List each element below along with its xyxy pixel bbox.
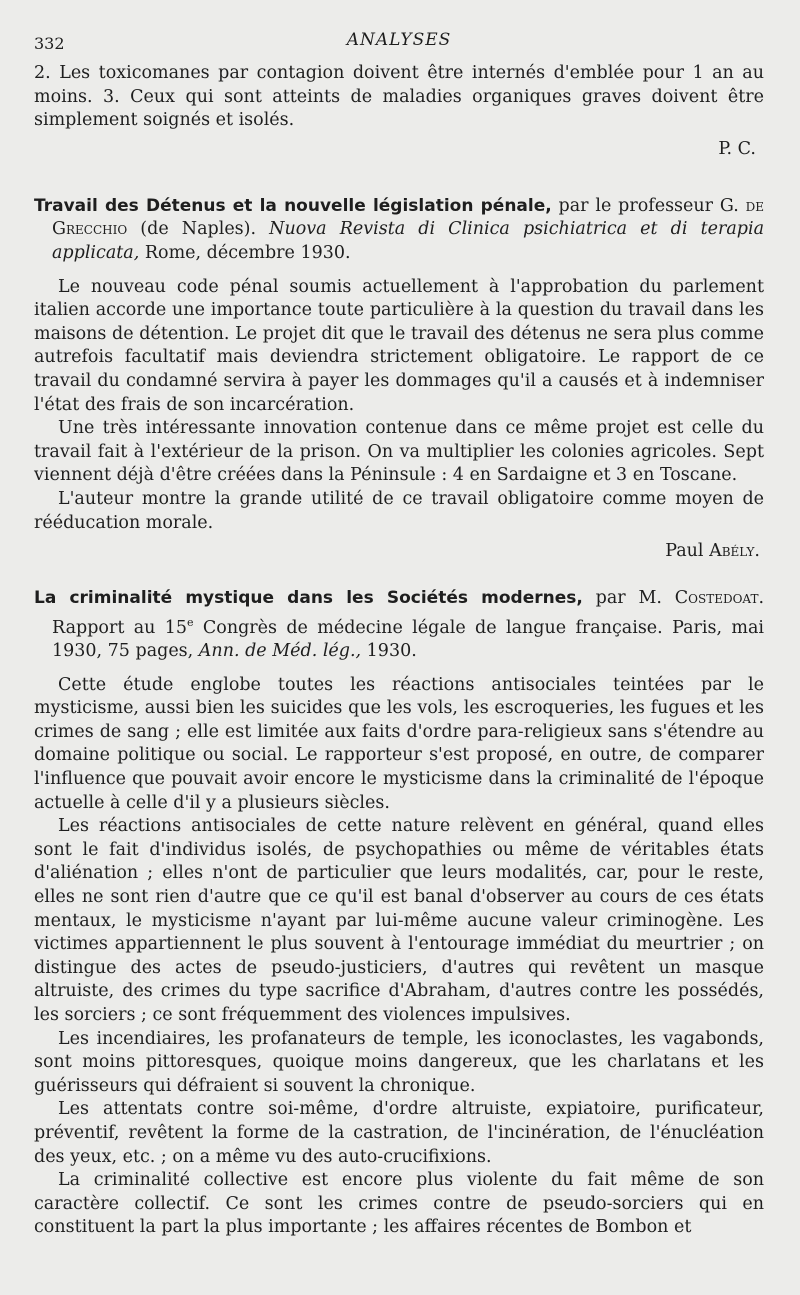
review-2-report-cont: Congrès de médecine légale de langue française. Paris, mai 1930, 75 pages,: [52, 617, 764, 662]
signature-last-name: Abély.: [709, 541, 760, 562]
review-2-journal: Ann. de Méd. lég.,: [198, 641, 362, 662]
review-2-report: Rapport au 15: [52, 617, 188, 638]
review-2-paragraph: Les incendiaires, les profanateurs de temple, les iconoclastes, les vagabonds, sont moins pittoresques, quoique moins dangereux, que les charlatans et les guérisseurs qui défraient si souvent la chronique.: [34, 1028, 764, 1096]
page-header: [34, 22, 764, 62]
review-2-reference: [34, 587, 764, 664]
review-1-body: [34, 276, 764, 536]
review-1-paragraph: Une très intéressante innovation contenue dans ce même projet est celle du travail fait à l'extérieur de la prison. On va multiplier les colonies agricoles. Sept viennent déjà d'être créées dans la Péninsule : 4 en Sardaigne et 3 en Toscane.: [34, 418, 764, 486]
review-2-paragraph: Les attentats contre soi-même, d'ordre altruiste, expiatoire, purificateur, préventif, revêtent la forme de la castration, de l'incinération, de l'énucléation des yeux, etc. ; on a même vu des auto-crucifixions.: [34, 1099, 764, 1167]
review-1-author: G. de Grecchio: [52, 195, 764, 240]
previous-review-ending: 2. Les toxicomanes par contagion doivent être internés d'emblée pour 1 an au moins. 3. Ceux qui sont atteints de maladies organiques graves doivent être simplement soignés et isolés.: [34, 63, 764, 131]
signature-pc: P. C.: [718, 138, 756, 159]
review-2-title: La criminalité mystique dans les Sociétés modernes,: [34, 588, 583, 609]
review-2-year: 1930.: [361, 641, 417, 662]
review-2-by: par M.: [582, 588, 675, 609]
review-1-paragraph: L'auteur montre la grande utilité de ce travail obligatoire comme moyen de rééducation morale.: [34, 488, 764, 533]
review-1-paragraph: Le nouveau code pénal soumis actuellement à l'approbation du parlement italien accorde une importance toute particulière à la question du travail dans les maisons de détention. Le projet dit que le travail des détenus ne sera plus comme autrefois facultatif mais deviendra strictement obligatoire. Le rapport de ce travail du condamné servira à payer les dommages qu'il a causés et à indemniser l'état des frais de son incarcération.: [34, 276, 764, 415]
review-1-date: Rome, décembre 1930.: [139, 242, 351, 263]
review-1-by: par le professeur: [551, 195, 720, 216]
review-2-body: [34, 674, 764, 1240]
running-head: ANALYSES: [346, 30, 452, 50]
page-number: 332: [34, 34, 65, 53]
review-2-paragraph: Les réactions antisociales de cette nature relèvent en général, quand elles sont le fait d'individus isolés, de psychopathies ou même de véritables états d'aliénation ; elles n'ont de particulier que leurs modalités, car, pour le reste, elles ne sont rien d'autre que ce qu'il est banal d'observer au cours de ces états mentaux, le mysticisme n'ayant par lui-même aucune valeur criminogène. Les victimes appartiennent le plus souvent à l'entourage immédiat du meurtrier ; on distingue des actes de pseudo-justiciers, d'autres qui revêtent un masque altruiste, des crimes du type sacrifice d'Abraham, d'autres contre les possédés, les sorciers ; ce sont fréquemment des violences impulsives.: [34, 816, 764, 1026]
signature-first-name: Paul: [665, 541, 710, 562]
review-1-reference: [34, 195, 764, 266]
review-1-signature: [34, 541, 760, 561]
review-2-paragraph: La criminalité collective est encore plus violente du fait même de son caractère collectif. Ce sont les crimes contre de pseudo-sorciers qui en constituent la part la plus importante ; les affaires récentes de Bombon et: [34, 1170, 764, 1238]
review-2-report-sup: e: [187, 615, 194, 629]
review-2-paragraph: Cette étude englobe toutes les réactions antisociales teintées par le mysticisme, aussi bien les suicides que les vols, les escroqueries, les fugues et les crimes de sang ; elle est limitée aux faits d'ordre para-religieux sans s'étendre au domaine politique ou social. Le rapporteur s'est proposé, en outre, de comparer l'influence que pouvait avoir encore le mysticisme dans la criminalité de l'époque actuelle à celle d'il y a plusieurs siècles.: [34, 674, 764, 813]
review-1-journal: Nuova Revista di Clinica psichiatrica et di terapia applicata,: [52, 219, 765, 263]
review-2-author: Costedoat.: [674, 588, 765, 609]
review-1-title: Travail des Détenus et la nouvelle législation pénale,: [34, 195, 552, 216]
review-1-place: (de Naples).: [127, 219, 270, 240]
